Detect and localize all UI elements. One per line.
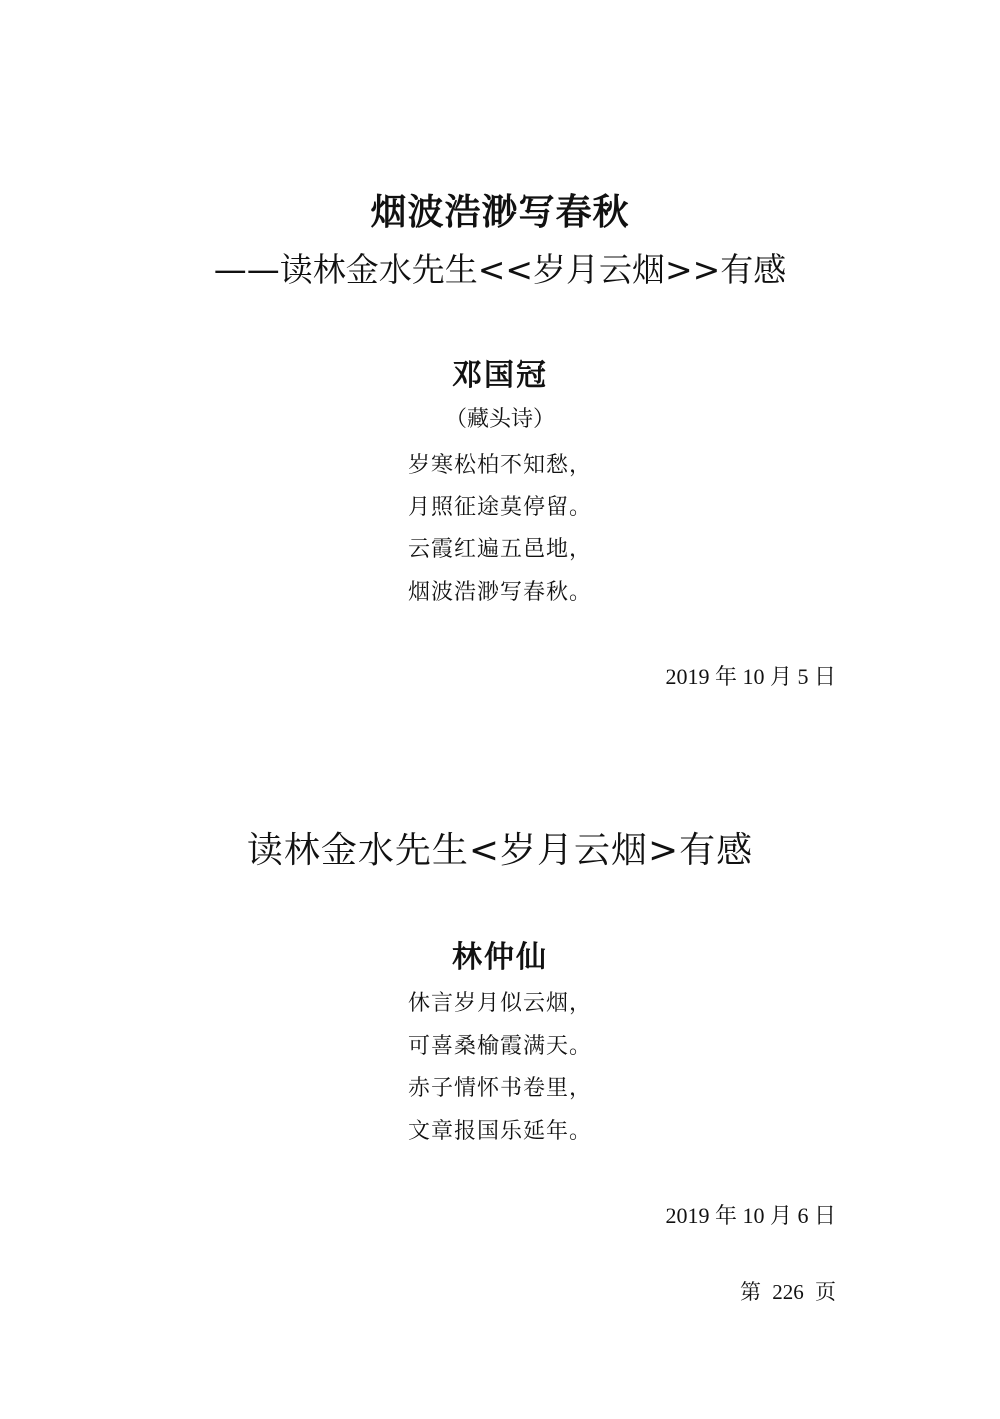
poem1-line-2: 月照征途莫停留。 xyxy=(407,495,592,520)
poem1-author: 邓国冠 xyxy=(452,358,548,393)
poem2-line-4: 文章报国乐延年。 xyxy=(407,1119,592,1144)
poem1-date: 2019 年 10 月 5 日 xyxy=(665,664,836,689)
poem1-note: （藏头诗） xyxy=(444,407,555,432)
poem1-line-4: 烟波浩渺写春秋。 xyxy=(407,580,592,605)
page-number-suffix: 页 xyxy=(815,1280,836,1304)
poem2-line-1: 休言岁月似云烟， xyxy=(407,991,592,1016)
poem2-author: 林仲仙 xyxy=(452,940,548,975)
poem2-line-2: 可喜桑榆霞满天。 xyxy=(407,1034,592,1059)
poem2-date: 2019 年 10 月 6 日 xyxy=(665,1203,836,1228)
poem2-title: 读林金水先生<岁月云烟>有感 xyxy=(246,830,754,871)
page-number xyxy=(740,1276,836,1306)
page-number-prefix: 第 xyxy=(740,1280,761,1304)
page-number-value: 226 xyxy=(772,1280,804,1304)
poem1-line-3: 云霞红遍五邑地， xyxy=(407,537,592,562)
poem2-line-3: 赤子情怀书卷里， xyxy=(407,1076,592,1101)
poem1-line-1: 岁寒松柏不知愁， xyxy=(407,453,592,478)
poem1-subtitle: ——读林金水先生<<岁月云烟>>有感 xyxy=(213,250,787,289)
poem1-title: 烟波浩渺写春秋 xyxy=(370,192,630,233)
